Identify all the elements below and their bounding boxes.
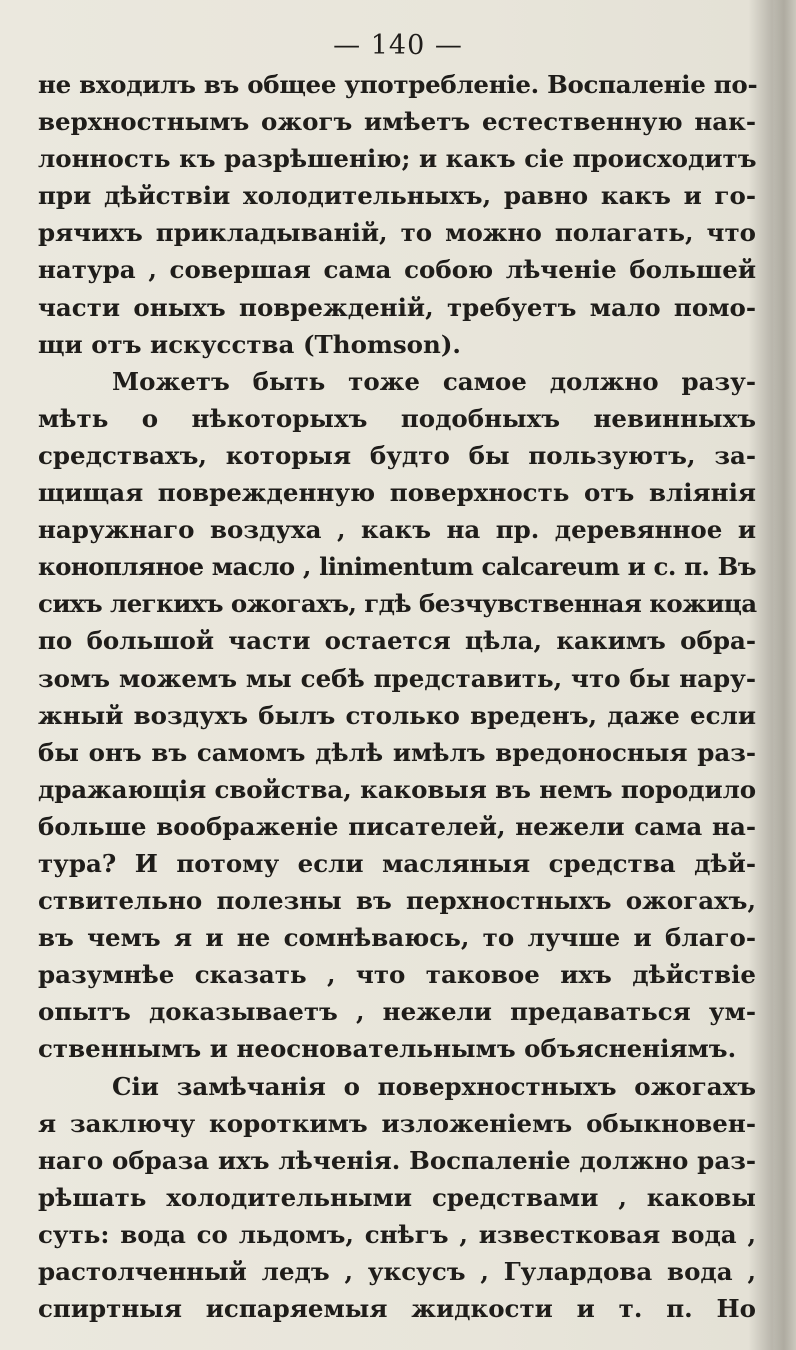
text-line: рячихъ прикладываній, то можно полагать, что (38, 218, 756, 248)
text-line: лонность къ разрѣшенію; и какъ сіе происходитъ (38, 144, 757, 174)
text-line: верхностнымъ ожогъ имѣетъ естественную нак- (38, 107, 756, 137)
text-line: зомъ можемъ мы себѣ представить, что бы нару- (38, 663, 756, 693)
text-line: части оныхъ поврежденій, требуетъ мало помо- (38, 292, 756, 322)
text-line: средствахъ, которыя будто бы пользуютъ, за- (38, 440, 756, 470)
text-line: я заключу короткимъ изложеніемъ обыкновен- (38, 1108, 756, 1138)
page-edge-shadow (774, 0, 796, 1350)
text-line: при дѣйствіи холодительныхъ, равно какъ и го- (38, 181, 756, 211)
text-line: конопляное масло , linimentum calcareum и с. п. Въ (38, 552, 756, 582)
text-line: ствительно полезны въ перхностныхъ ожогахъ, (38, 886, 756, 916)
text-line: щищая поврежденную поверхность отъ вліянія (38, 478, 756, 508)
text-line: тура? И потому если масляныя средства дѣй- (38, 848, 756, 878)
text-line: опытъ доказываетъ , нежели предаваться ум- (38, 997, 756, 1027)
text-line: наго образа ихъ лѣченія. Воспаленіе должно раз- (38, 1145, 756, 1175)
text-line: растолченный ледъ , уксусъ , Гулардова вода , (38, 1257, 756, 1286)
text-line: щи отъ искусства (Thomson). (38, 329, 461, 359)
text-line: по большой части остается цѣла, какимъ обра- (38, 626, 756, 656)
text-line: рѣшать холодительными средствами , каковы (38, 1182, 756, 1212)
paragraph-start-line: Можетъ быть тоже самое должно разу- (112, 366, 756, 396)
page-number: — 140 — (333, 30, 463, 61)
text-line: мѣть о нѣкоторыхъ подобныхъ невинныхъ (38, 403, 756, 433)
text-line: разумнѣе сказать , что таковое ихъ дѣйствіе (38, 960, 756, 990)
paragraph-start-line: Сіи замѣчанія о поверхностныхъ ожогахъ (112, 1071, 756, 1101)
text-line: жный воздухъ былъ столько вреденъ, даже если (38, 700, 756, 730)
text-line: сихъ легкихъ ожогахъ, гдѣ безчувственная кожица (38, 589, 757, 619)
text-line: наружнаго воздуха , какъ на пр. деревянное и (38, 515, 756, 545)
text-line: суть: вода со льдомъ, снѣгъ , известковая вода , (38, 1219, 756, 1249)
text-line: больше воображеніе писателей, нежели сама на- (38, 811, 756, 841)
text-line: натура , совершая сама собою лѣченіе большей (38, 255, 756, 285)
body-text (38, 66, 756, 1327)
text-line: дражающія свойства, каковыя въ немъ породило (38, 774, 756, 804)
text-line: спиртныя испаряемыя жидкости и т. п. Но (38, 1294, 756, 1324)
text-line: не входилъ въ общее употребленіе. Воспаленіе по- (38, 70, 758, 99)
text-line: въ чемъ я и не сомнѣваюсь, то лучше и благо- (38, 923, 756, 953)
text-line: ственнымъ и неосновательнымъ объясненіямъ. (38, 1034, 737, 1064)
text-line: бы онъ въ самомъ дѣлѣ имѣлъ вредоносныя раз- (38, 737, 756, 767)
